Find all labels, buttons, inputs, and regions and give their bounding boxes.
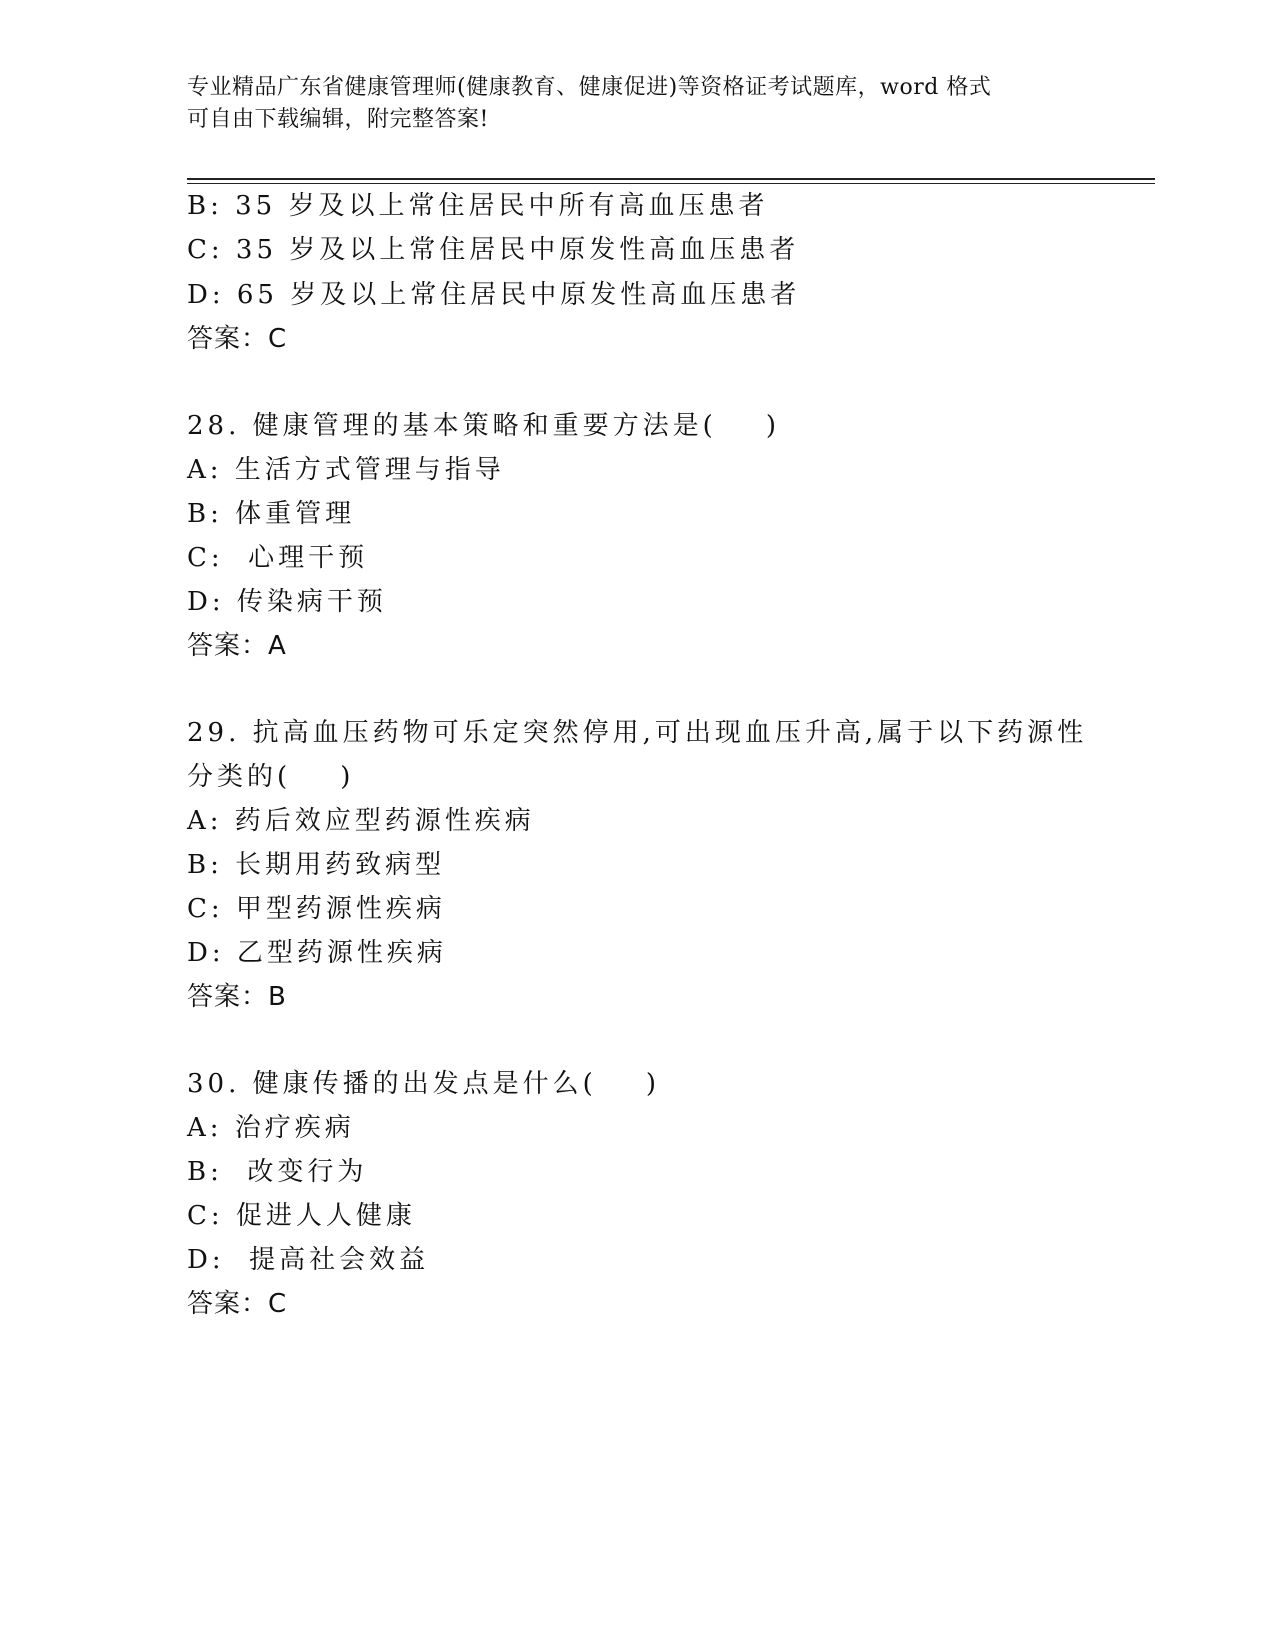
header-line-1: 专业精品广东省健康管理师(健康教育、健康促进)等资格证考试题库，word 格式 [187,75,992,100]
q29-option-c: C: 甲型药源性疾病 [187,894,446,924]
q30-option-b: B: 改变行为 [187,1157,368,1187]
q28-answer: 答案：A [187,631,287,661]
q30-stem: 30. 健康传播的出发点是什么( ) [187,1069,660,1099]
q27-answer: 答案：C [187,324,288,354]
q29-option-a: A: 药后效应型药源性疾病 [187,806,535,836]
q29-option-d: D: 乙型药源性疾病 [187,938,447,968]
q30-option-d: D: 提高社会效益 [187,1245,430,1275]
q27-option-d: D: 65 岁及以上常住居民中原发性高血压患者 [187,280,801,310]
q30-answer: 答案：C [187,1289,288,1319]
q30-option-a: A: 治疗疾病 [187,1113,355,1143]
q28-option-c: C: 心理干预 [187,543,369,573]
q29-stem-line-2: 分类的( ) [187,762,355,792]
q27-option-b: B: 35 岁及以上常住居民中所有高血压患者 [187,191,769,221]
q29-stem-line-1: 29. 抗高血压药物可乐定突然停用,可出现血压升高,属于以下药源性 [187,718,1088,748]
header-divider [187,178,1155,184]
q29-answer: 答案：B [187,982,287,1012]
q27-option-c: C: 35 岁及以上常住居民中原发性高血压患者 [187,235,800,265]
q29-option-b: B: 长期用药致病型 [187,850,446,880]
q30-option-c: C: 促进人人健康 [187,1201,416,1231]
q28-option-d: D: 传染病干预 [187,587,387,617]
q28-option-b: B: 体重管理 [187,499,356,529]
page-header [187,72,1067,136]
q28-option-a: A: 生活方式管理与指导 [187,455,505,485]
q28-stem: 28. 健康管理的基本策略和重要方法是( ) [187,411,780,441]
header-line-2: 可自由下载编辑，附完整答案! [187,107,489,132]
